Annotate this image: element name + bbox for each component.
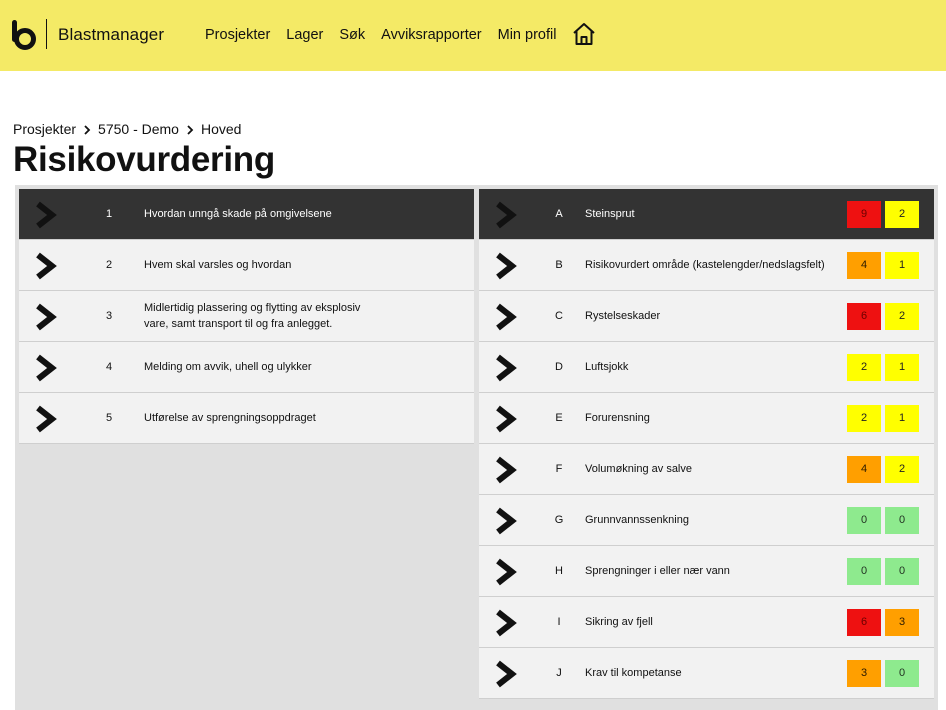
risk-list — [479, 189, 934, 699]
nav-item-min-profil[interactable]: Min profil — [497, 27, 557, 43]
breadcrumb — [13, 121, 241, 137]
risk-letter: D — [555, 361, 563, 373]
risk-label: Luftsjokk — [585, 361, 629, 373]
risk-row[interactable] — [479, 648, 934, 699]
section-row[interactable] — [19, 189, 474, 240]
risk-scores — [843, 456, 919, 483]
residual-risk-score-badge: 0 — [885, 660, 919, 687]
risk-letter: H — [555, 565, 563, 577]
risk-letter: G — [554, 514, 564, 526]
risk-label: Forurensning — [585, 412, 650, 424]
chevron-right-icon — [494, 609, 520, 637]
risk-scores — [843, 558, 919, 585]
chevron-right-icon — [494, 303, 520, 331]
risk-letter: A — [555, 208, 563, 220]
chevron-right-icon — [494, 660, 520, 688]
risk-letter: I — [557, 616, 561, 628]
chevron-right-icon — [34, 201, 60, 229]
risk-row[interactable] — [479, 240, 934, 291]
risk-score-badge: 4 — [847, 456, 881, 483]
chevron-right-icon — [494, 252, 520, 280]
risk-label: Krav til kompetanse — [585, 667, 682, 679]
section-label: Utførelse av sprengningsoppdraget — [144, 412, 316, 424]
risk-score-badge: 0 — [847, 507, 881, 534]
residual-risk-score-badge: 2 — [885, 456, 919, 483]
risk-row[interactable] — [479, 546, 934, 597]
risk-label: Sprengninger i eller nær vann — [585, 565, 730, 577]
home-icon[interactable] — [572, 22, 596, 46]
section-list — [19, 189, 474, 444]
section-label: Melding om avvik, uhell og ulykker — [144, 361, 312, 373]
risk-letter: B — [555, 259, 563, 271]
risk-row[interactable] — [479, 597, 934, 648]
chevron-right-icon — [494, 456, 520, 484]
chevron-right-icon — [494, 558, 520, 586]
risk-letter: J — [556, 667, 562, 679]
section-number: 4 — [105, 361, 113, 373]
chevron-right-icon — [34, 303, 60, 331]
main-nav — [205, 27, 572, 43]
breadcrumb-item-project[interactable]: 5750 - Demo — [98, 121, 179, 137]
risk-row[interactable] — [479, 495, 934, 546]
residual-risk-score-badge: 2 — [885, 303, 919, 330]
residual-risk-score-badge: 0 — [885, 507, 919, 534]
risk-label: Risikovurdert område (kastelengder/nedslagsfelt) — [585, 259, 825, 271]
risk-score-badge: 0 — [847, 558, 881, 585]
chevron-right-icon — [179, 121, 201, 137]
nav-item-prosjekter[interactable]: Prosjekter — [205, 27, 271, 43]
risk-label: Steinsprut — [585, 208, 635, 220]
risk-scores — [843, 303, 919, 330]
risk-label: Rystelseskader — [585, 310, 661, 322]
risk-assessment-panel — [15, 185, 938, 710]
residual-risk-score-badge: 1 — [885, 405, 919, 432]
residual-risk-score-badge: 1 — [885, 354, 919, 381]
chevron-right-icon — [494, 354, 520, 382]
breadcrumb-item-hoved[interactable]: Hoved — [200, 121, 242, 137]
risk-scores — [843, 405, 919, 432]
risk-score-badge: 2 — [847, 354, 881, 381]
risk-row[interactable] — [479, 444, 934, 495]
risk-label: Grunnvannssenkning — [585, 514, 689, 526]
section-row[interactable] — [19, 291, 474, 342]
risk-letter: C — [555, 310, 563, 322]
risk-scores — [843, 609, 919, 636]
chevron-right-icon — [76, 121, 98, 137]
risk-row[interactable] — [479, 189, 934, 240]
page-title: Risikovurdering — [13, 140, 275, 179]
nav-item-lager[interactable]: Lager — [286, 27, 324, 43]
residual-risk-score-badge: 0 — [885, 558, 919, 585]
nav-item-avviksrapporter[interactable]: Avviksrapporter — [381, 27, 482, 43]
nav-item-sok[interactable]: Søk — [339, 27, 366, 43]
risk-scores — [843, 354, 919, 381]
section-number: 1 — [105, 208, 113, 220]
risk-label: Sikring av fjell — [585, 616, 653, 628]
breadcrumb-item-prosjekter[interactable]: Prosjekter — [13, 121, 77, 137]
logo-separator — [46, 19, 47, 49]
top-navigation-bar — [0, 0, 946, 71]
risk-scores — [843, 252, 919, 279]
section-number: 3 — [105, 310, 113, 322]
risk-scores — [843, 660, 919, 687]
risk-score-badge: 4 — [847, 252, 881, 279]
risk-scores — [843, 201, 919, 228]
risk-row[interactable] — [479, 342, 934, 393]
section-number: 2 — [105, 259, 113, 271]
chevron-right-icon — [494, 405, 520, 433]
residual-risk-score-badge: 2 — [885, 201, 919, 228]
chevron-right-icon — [494, 201, 520, 229]
section-row[interactable] — [19, 342, 474, 393]
chevron-right-icon — [494, 507, 520, 535]
residual-risk-score-badge: 3 — [885, 609, 919, 636]
risk-letter: F — [555, 463, 563, 475]
risk-score-badge: 9 — [847, 201, 881, 228]
chevron-right-icon — [34, 252, 60, 280]
risk-score-badge: 6 — [847, 609, 881, 636]
risk-score-badge: 6 — [847, 303, 881, 330]
risk-row[interactable] — [479, 291, 934, 342]
section-row[interactable] — [19, 240, 474, 291]
risk-letter: E — [555, 412, 563, 424]
section-label: Midlertidig plassering og flytting av eksplosiv vare, samt transport til og fra anlegget. — [144, 302, 361, 330]
section-number: 5 — [105, 412, 113, 424]
section-row[interactable] — [19, 393, 474, 444]
risk-scores — [843, 507, 919, 534]
risk-label: Volumøkning av salve — [585, 463, 692, 475]
risk-score-badge: 2 — [847, 405, 881, 432]
chevron-right-icon — [34, 354, 60, 382]
brand-name[interactable]: Blastmanager — [58, 25, 165, 44]
residual-risk-score-badge: 1 — [885, 252, 919, 279]
blastmanager-logo-icon[interactable] — [12, 20, 38, 50]
chevron-right-icon — [34, 405, 60, 433]
risk-score-badge: 3 — [847, 660, 881, 687]
risk-row[interactable] — [479, 393, 934, 444]
section-label: Hvordan unngå skade på omgivelsene — [144, 208, 332, 220]
section-label: Hvem skal varsles og hvordan — [144, 259, 292, 271]
